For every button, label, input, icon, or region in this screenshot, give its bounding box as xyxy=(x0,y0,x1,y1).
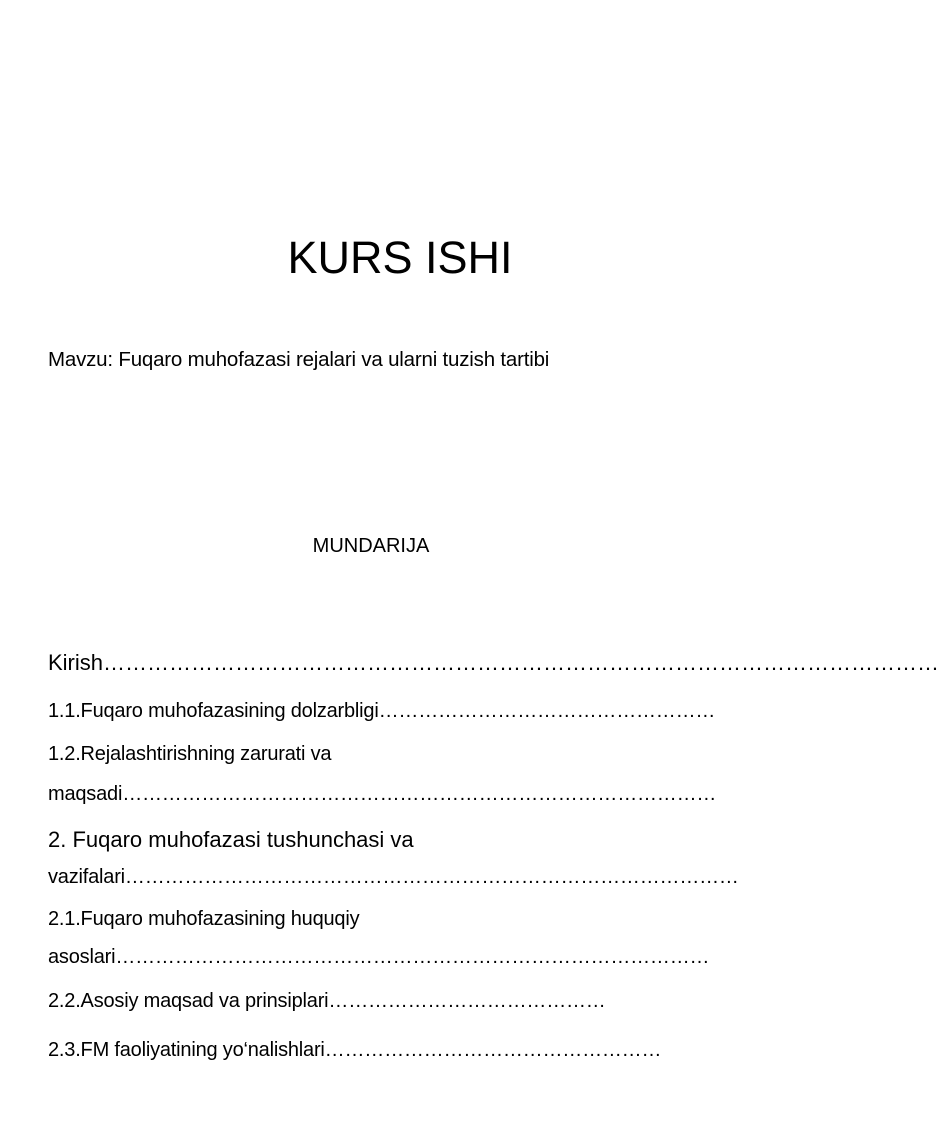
toc-label: 1.1.Fuqaro muhofazasining dolzarbligi xyxy=(48,700,379,722)
toc-leader: …………………………………………… xyxy=(378,700,716,722)
toc-leader: ……………………………………………………………………………… xyxy=(115,946,710,968)
toc-label: maqsadi xyxy=(48,783,123,805)
toc-label: vazifalari xyxy=(48,866,125,888)
toc-leader: …………………………………………… xyxy=(324,1039,662,1061)
toc-label: 2.2.Asosiy maqsad va prinsiplari xyxy=(48,990,329,1012)
toc-leader: ………………………………………………………………………………… xyxy=(124,866,739,888)
toc-leader: …………………………………… xyxy=(328,990,606,1012)
toc-entry-2 xyxy=(48,827,414,853)
contents-heading: MUNDARIJA xyxy=(312,535,430,557)
toc-entry-kirish xyxy=(48,650,939,676)
toc-entry-1-1 xyxy=(48,700,716,723)
toc-label: asoslari xyxy=(48,946,116,968)
toc-entry-2-3 xyxy=(48,1039,662,1062)
toc-label: 2.3.FM faoliyatining yo‘nalishlari xyxy=(48,1039,325,1061)
document-title: KURS ISHI xyxy=(287,232,513,283)
toc-entry-2-cont xyxy=(48,866,739,889)
toc-label: 2.1.Fuqaro muhofazasining huquqiy xyxy=(48,908,360,930)
toc-entry-1-2 xyxy=(48,743,331,766)
toc-entry-2-1 xyxy=(48,908,359,931)
toc-entry-2-1-cont xyxy=(48,946,710,969)
toc-leader: …………………………………………………………………………………………………… xyxy=(103,650,939,675)
subject-line: Mavzu: Fuqaro muhofazasi rejalari va ularni tuzish tartibi xyxy=(48,348,550,371)
toc-entry-1-2-cont xyxy=(48,783,717,806)
toc-label: 1.2.Rejalashtirishning zarurati va xyxy=(48,743,332,765)
toc-label: 2. Fuqaro muhofazasi tushunchasi va xyxy=(48,827,414,852)
toc-entry-2-2 xyxy=(48,990,606,1013)
toc-label: Kirish xyxy=(48,650,104,675)
toc-leader: ……………………………………………………………………………… xyxy=(122,783,717,805)
